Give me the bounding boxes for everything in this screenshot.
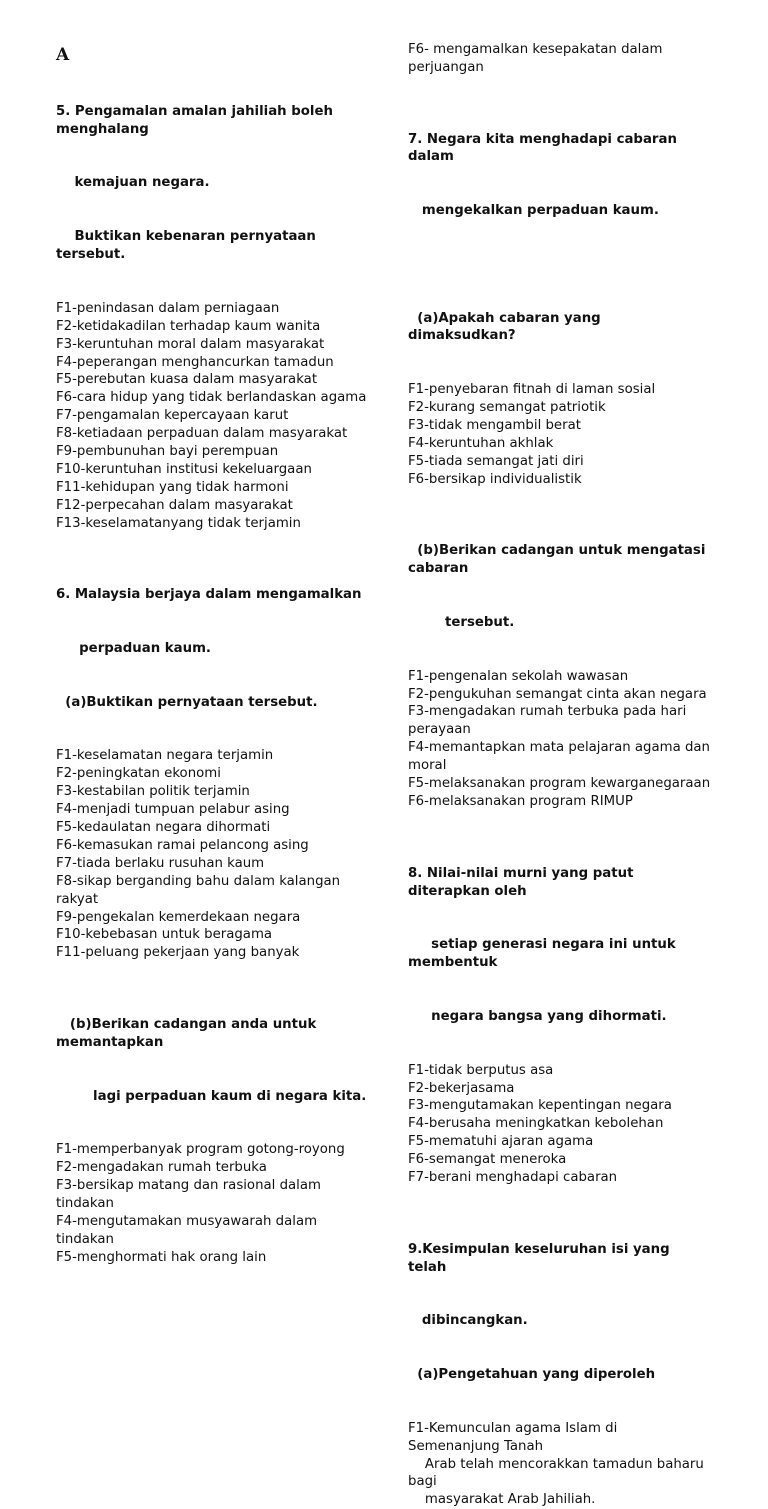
question-9-title bbox=[408, 1205, 712, 1420]
spacer bbox=[408, 1187, 712, 1205]
answer-point: F1-keselamatan negara terjamin bbox=[56, 748, 274, 764]
answer-point: Arab telah mencorakkan tamadun baharu bagi bbox=[408, 1456, 709, 1490]
spacer bbox=[56, 962, 374, 980]
question-9 bbox=[408, 1205, 712, 1509]
question-7 bbox=[408, 95, 712, 256]
title-line: mengekalkan perpaduan kaum. bbox=[408, 203, 659, 219]
answer-point: F2-kurang semangat patriotik bbox=[408, 400, 606, 416]
answer-point: F2-pengukuhan semangat cinta akan negara bbox=[408, 686, 707, 702]
answer-point: F7-tiada berlaku rusuhan kaum bbox=[56, 855, 265, 871]
question-6a bbox=[56, 550, 374, 962]
title-line: 8. Nilai-nilai murni yang patut diterapkan oleh bbox=[408, 865, 639, 899]
question-6a-title bbox=[56, 550, 374, 747]
question-7-title bbox=[408, 95, 712, 256]
answer-point: F3-kestabilan politik terjamin bbox=[56, 784, 250, 800]
answer-point: F4-menjadi tumpuan pelabur asing bbox=[56, 802, 290, 818]
answer-point: F9-pembunuhan bayi perempuan bbox=[56, 444, 279, 460]
spacer bbox=[56, 533, 374, 551]
question-7b bbox=[408, 507, 715, 811]
question-8 bbox=[408, 829, 712, 1187]
answer-point: F1-Kemunculan agama Islam di Semenanjung Tanah bbox=[408, 1420, 622, 1454]
answer-point: F4-memantapkan mata pelajaran agama dan moral bbox=[408, 740, 715, 774]
title-line: 9.Kesimpulan keseluruhan isi yang telah bbox=[408, 1241, 675, 1275]
right-column bbox=[408, 0, 715, 1509]
title-line: negara bangsa yang dihormati. bbox=[408, 1008, 667, 1024]
title-line: 6. Malaysia berjaya dalam mengamalkan bbox=[56, 587, 362, 603]
answer-point: F3-tidak mengambil berat bbox=[408, 418, 581, 433]
answer-point: F4-mengutamakan musyawarah dalam tindakan bbox=[56, 1213, 322, 1247]
answer-point: F7-pengamalan kepercayaan karut bbox=[56, 408, 289, 424]
title-line: dibincangkan. bbox=[408, 1313, 528, 1329]
question-6b bbox=[56, 980, 374, 1267]
question-8-title bbox=[408, 829, 712, 1062]
question-7a-title bbox=[408, 274, 712, 381]
question-5-title bbox=[56, 67, 374, 300]
answer-point: F12-perpecahan dalam masyarakat bbox=[56, 497, 293, 513]
title-line: lagi perpaduan kaum di negara kita. bbox=[56, 1088, 367, 1104]
answer-point: F8-ketiadaan perpaduan dalam masyarakat bbox=[56, 426, 348, 442]
answer-point: F6-melaksanakan program RIMUP bbox=[408, 794, 633, 810]
answer-point: F10-kebebasan untuk beragama bbox=[56, 927, 273, 943]
title-line: perpaduan kaum. bbox=[56, 640, 211, 656]
answer-point: F3-bersikap matang dan rasional dalam tindakan bbox=[56, 1178, 326, 1212]
answer-point: F2-mengadakan rumah terbuka bbox=[56, 1160, 267, 1176]
answer-point: F3-keruntuhan moral dalam masyarakat bbox=[56, 336, 325, 352]
title-line: (a)Pengetahuan yang diperoleh bbox=[408, 1366, 656, 1382]
spacer bbox=[408, 489, 712, 507]
answer-point: F11-kehidupan yang tidak harmoni bbox=[56, 479, 289, 495]
answer-point: F1-penyebaran fitnah di laman sosial bbox=[408, 382, 656, 398]
title-line: (a)Buktikan pernyataan tersebut. bbox=[56, 694, 318, 710]
title-line: (b)Berikan cadangan untuk mengatasi cabaran bbox=[408, 543, 711, 577]
title-line: Buktikan kebenaran pernyataan tersebut. bbox=[56, 229, 321, 263]
spacer bbox=[408, 77, 712, 95]
answer-point: F5-tiada semangat jati diri bbox=[408, 453, 584, 469]
title-line: (a)Apakah cabaran yang dimaksudkan? bbox=[408, 310, 606, 344]
answer-point: F6-semangat meneroka bbox=[408, 1152, 567, 1168]
answer-point: F5-mematuhi ajaran agama bbox=[408, 1134, 594, 1150]
answer-point: F5-perebutan kuasa dalam masyarakat bbox=[56, 372, 318, 388]
answer-point: F3-mengadakan rumah terbuka pada hari perayaan bbox=[408, 704, 691, 738]
answer-point: F2-ketidakadilan terhadap kaum wanita bbox=[56, 318, 321, 334]
title-line: 7. Negara kita menghadapi cabaran dalam bbox=[408, 131, 682, 165]
answer-point: F7-berani menghadapi cabaran bbox=[408, 1170, 618, 1186]
answer-point: F6-cara hidup yang tidak berlandaskan agama bbox=[56, 390, 367, 406]
answer-point: F5-melaksanakan program kewarganegaraan bbox=[408, 776, 711, 792]
left-column bbox=[56, 0, 374, 1267]
title-line: tersebut. bbox=[408, 614, 515, 630]
answer-point: F4-keruntuhan akhlak bbox=[408, 435, 554, 451]
answer-point: F9-pengekalan kemerdekaan negara bbox=[56, 909, 301, 925]
answer-point: F13-keselamatanyang tidak terjamin bbox=[56, 515, 301, 531]
title-line: (b)Berikan cadangan anda untuk memantapkan bbox=[56, 1017, 321, 1050]
question-6b-title bbox=[56, 980, 374, 1141]
answer-point: F5-kedaulatan negara dihormati bbox=[56, 820, 271, 836]
answer-point: F6-bersikap individualistik bbox=[408, 471, 582, 487]
question-7b-title bbox=[408, 507, 712, 668]
answer-point: F1-memperbanyak program gotong-royong bbox=[56, 1142, 345, 1158]
answer-point: F8-sikap berganding bahu dalam kalangan rakyat bbox=[56, 873, 345, 907]
spacer bbox=[408, 256, 712, 274]
question-7a bbox=[408, 274, 712, 489]
answer-point: F6- mengamalkan kesepakatan dalam perjuangan bbox=[408, 42, 667, 75]
answer-point: F10-keruntuhan institusi kekeluargaan bbox=[56, 461, 312, 477]
section-letter: A bbox=[56, 45, 70, 65]
answer-point: F6-kemasukan ramai pelancong asing bbox=[56, 837, 309, 853]
answer-point: F5-menghormati hak orang lain bbox=[56, 1249, 267, 1265]
answer-point: F1-penindasan dalam perniagaan bbox=[56, 300, 280, 316]
answer-point: F1-pengenalan sekolah wawasan bbox=[408, 668, 629, 684]
title-line: kemajuan negara. bbox=[56, 175, 210, 191]
answer-point: F11-peluang pekerjaan yang banyak bbox=[56, 945, 300, 961]
title-line: 5. Pengamalan amalan jahiliah boleh menghalang bbox=[56, 103, 338, 137]
title-line: setiap generasi negara ini untuk membentuk bbox=[408, 937, 681, 971]
answer-point: F2-peningkatan ekonomi bbox=[56, 766, 221, 782]
answer-point: masyarakat Arab Jahiliah. bbox=[408, 1492, 596, 1508]
answer-point: F3-mengutamakan kepentingan negara bbox=[408, 1098, 672, 1114]
answer-point: F4-peperangan menghancurkan tamadun bbox=[56, 354, 334, 370]
answer-point: F1-tidak berputus asa bbox=[408, 1062, 554, 1078]
question-5 bbox=[56, 67, 374, 533]
answer-point: F4-berusaha meningkatkan kebolehan bbox=[408, 1116, 664, 1132]
answer-point: F2-bekerjasama bbox=[408, 1080, 515, 1096]
spacer bbox=[408, 811, 712, 829]
